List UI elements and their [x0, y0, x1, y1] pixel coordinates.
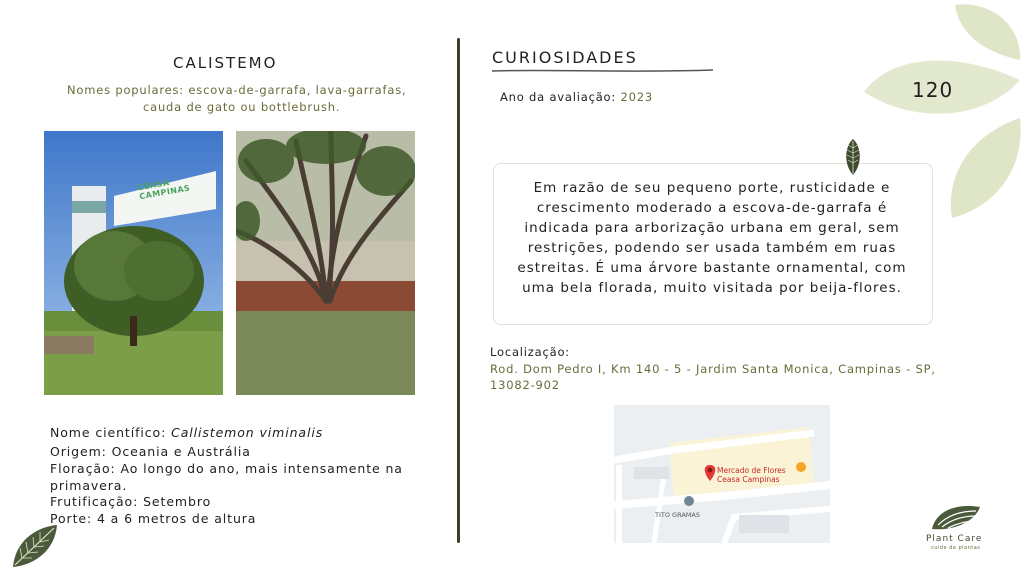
tree-photo-2 [236, 131, 415, 395]
plant-details [50, 444, 403, 528]
address-line1: Rod. Dom Pedro I, Km 140 - 5 - Jardim Santa Monica, Campinas - SP, [490, 362, 936, 376]
evaluation-year [500, 90, 653, 104]
brand-name: Plant Care [926, 534, 983, 544]
flowering-line1: Floração: Ao longo do ano, mais intensamente na [50, 460, 403, 476]
photo-sign-text: CEASA CAMPINAS [137, 177, 191, 202]
curiosity-text: Em razão de seu pequeno porte, rusticidade e crescimento moderado a escova-de-garrafa é indicada para arborização urbana em geral, sem restrições, podendo ser usada também em ruas estreitas. É uma árvore bastante ornamental, com uma bela florada, muito visitada por beija-flores. [517, 180, 907, 296]
page-number: 120 [912, 78, 954, 102]
plant-care-logo-icon [930, 503, 982, 531]
map-place-label-2: Ceasa Campinas [717, 475, 780, 484]
curiosities-title: CURIOSIDADES [492, 48, 638, 67]
map-place-label-1: Mercado de Flores [717, 466, 786, 475]
tree-photo-1 [44, 131, 223, 395]
leaf-icon [843, 138, 863, 176]
size: Porte: 4 a 6 metros de altura [50, 511, 257, 527]
column-divider [457, 38, 460, 543]
evaluation-year-label: Ano da avaliação: [500, 90, 617, 104]
popular-names-line2: cauda de gato ou bottlebrush. [143, 100, 341, 114]
origin: Origem: Oceania e Austrália [50, 444, 251, 459]
brand-tagline: cuide de plantas [931, 545, 981, 551]
decorative-leaf-bottom-left [10, 522, 60, 570]
scientific-name: Callistemon viminalis [171, 425, 324, 440]
plant-title: CALISTEMO [173, 54, 278, 72]
map-poi-label: TITO GRAMAS [655, 511, 700, 519]
location-label: Localização: [490, 345, 570, 359]
flowering-line2: primavera. [50, 477, 128, 493]
evaluation-year-value: 2023 [620, 90, 654, 104]
popular-names-line1: Nomes populares: escova-de-garrafa, lava-garrafas, [67, 83, 407, 97]
address-line2: 13082-902 [490, 378, 560, 392]
scientific-name-label: Nome científico: [50, 425, 167, 440]
fruiting: Frutificação: Setembro [50, 494, 212, 510]
location-map[interactable] [614, 405, 830, 543]
title-underline [490, 68, 715, 74]
scientific-name-row [50, 424, 323, 441]
